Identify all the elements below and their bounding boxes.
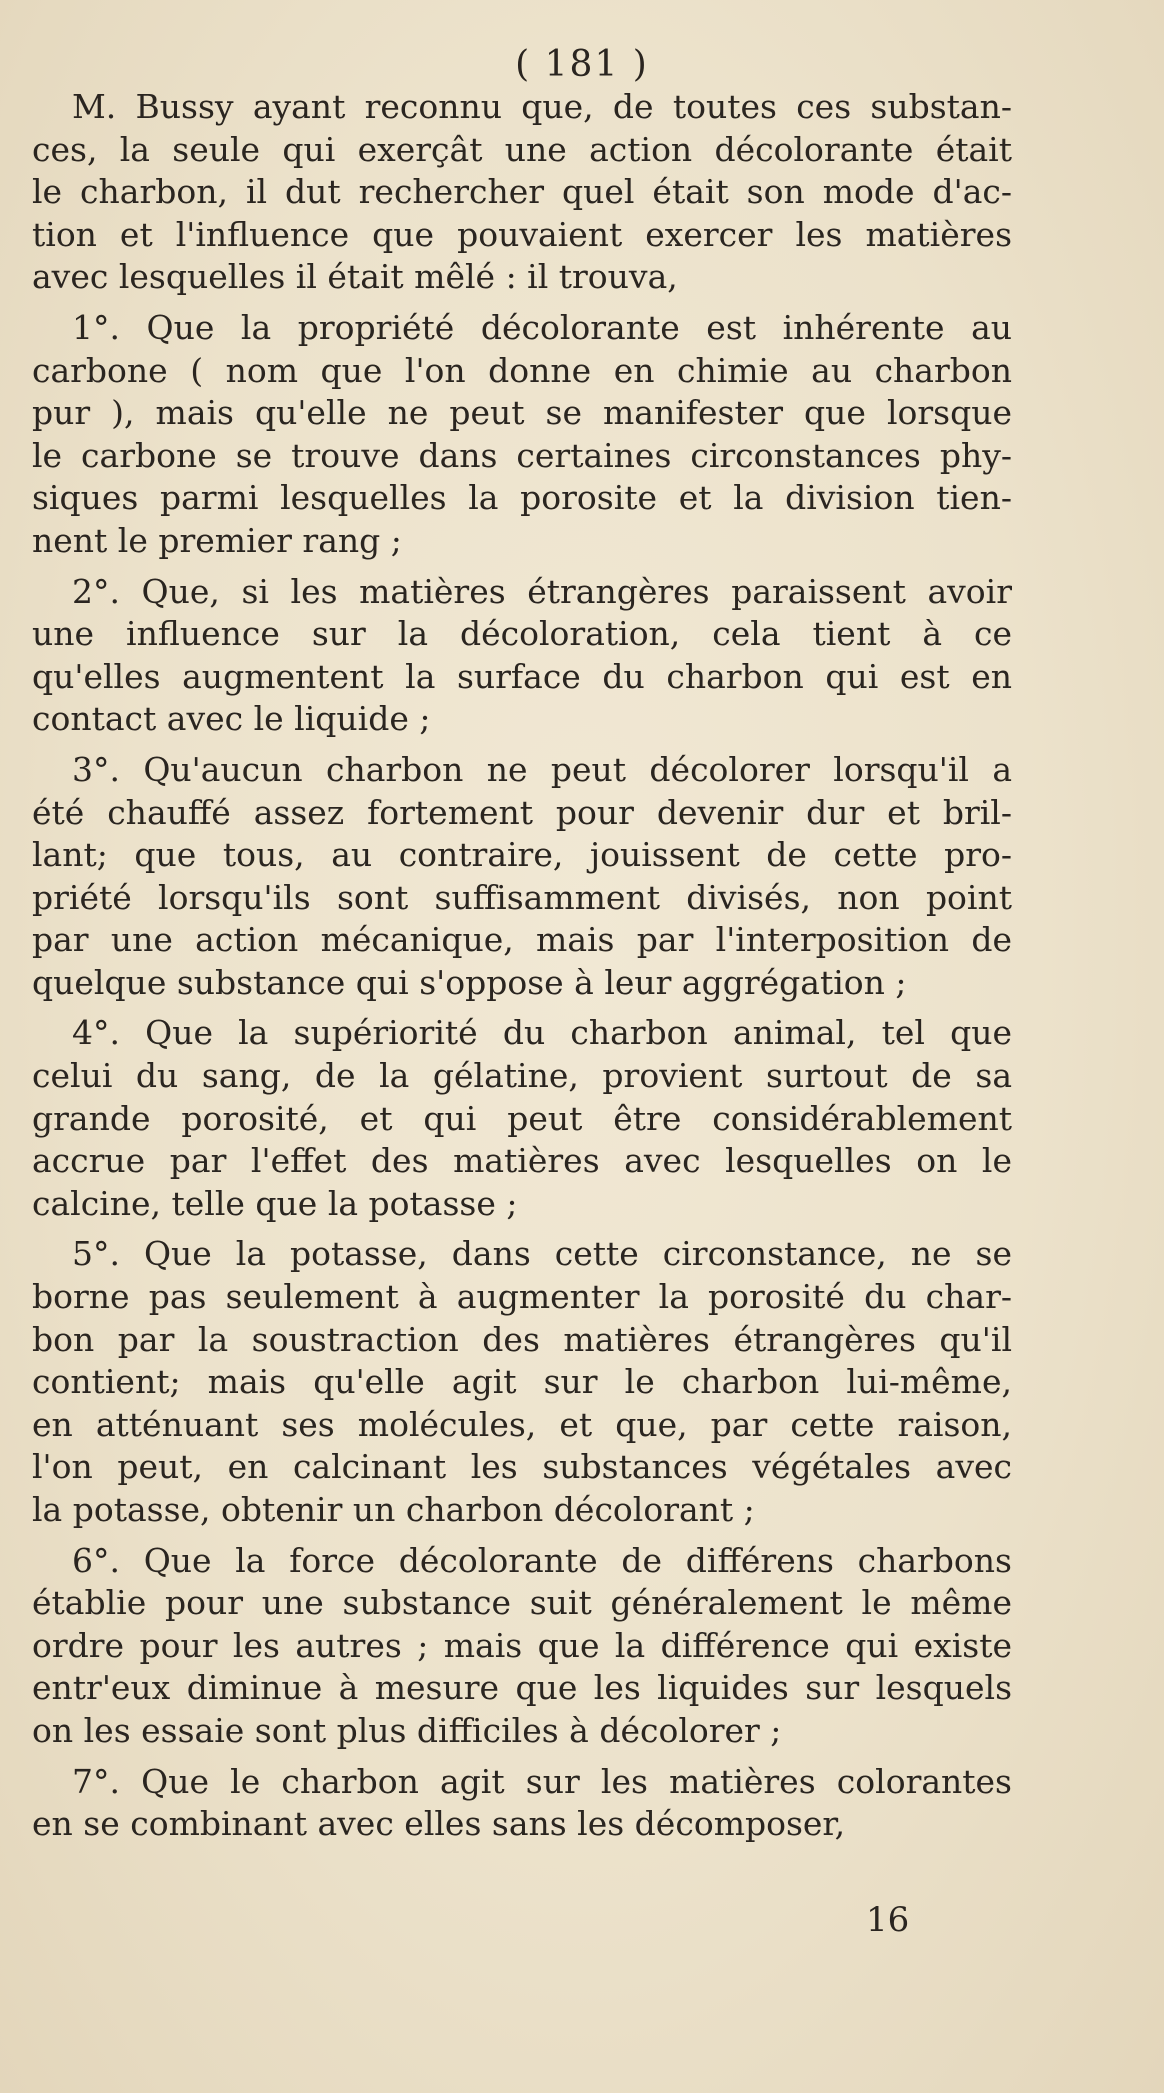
text-line: bon par la soustraction des matières étrangères qu'il: [32, 1319, 1012, 1359]
text-line: en se combinant avec elles sans les décomposer,: [32, 1804, 846, 1844]
text-line: 4°. Que la supériorité du charbon animal, tel que: [72, 1013, 1012, 1053]
text-line: l'on peut, en calcinant les substances végétales avec: [32, 1447, 1012, 1487]
paragraph-1: [32, 86, 1012, 299]
paragraph-gap: [32, 563, 1012, 571]
paragraph-6: [32, 1233, 1012, 1531]
paragraph-3: [32, 571, 1012, 741]
text-line: 2°. Que, si les matières étrangères paraissent avoir: [72, 571, 1012, 611]
paragraph-7: [32, 1540, 1012, 1753]
signature-mark: 16: [866, 1900, 910, 1940]
paragraph-gap: [32, 1532, 1012, 1540]
paragraph-8: [32, 1761, 1012, 1846]
text-line: 7°. Que le charbon agit sur les matières colorantes: [72, 1761, 1012, 1801]
text-line: tion et l'influence que pouvaient exercer les matières: [32, 214, 1012, 254]
text-line: été chauffé assez fortement pour devenir dur et bril-: [32, 792, 1012, 832]
text-line: entr'eux diminue à mesure que les liquides sur lesquels: [32, 1668, 1012, 1708]
paragraph-gap: [32, 1225, 1012, 1233]
text-line: 3°. Qu'aucun charbon ne peut décolorer lorsqu'il a: [72, 749, 1012, 789]
text-line: avec lesquelles il était mêlé : il trouva,: [32, 257, 678, 297]
text-line: qu'elles augmentent la surface du charbon qui est en: [32, 656, 1012, 696]
text-line: le charbon, il dut rechercher quel était son mode d'ac-: [32, 172, 1012, 212]
body-text: [32, 86, 1012, 1846]
paragraph-gap: [32, 299, 1012, 307]
text-line: établie pour une substance suit généralement le même: [32, 1583, 1012, 1623]
text-line: grande porosité, et qui peut être considérablement: [32, 1098, 1012, 1138]
text-line: carbone ( nom que l'on donne en chimie au charbon: [32, 350, 1012, 390]
text-line: la potasse, obtenir un charbon décolorant ;: [32, 1490, 755, 1529]
text-line: 6°. Que la force décolorante de différens charbons: [72, 1540, 1012, 1580]
text-line: M. Bussy ayant reconnu que, de toutes ces substan-: [72, 87, 1012, 126]
text-line: priété lorsqu'ils sont suffisamment divisés, non point: [32, 877, 1012, 917]
text-line: 5°. Que la potasse, dans cette circonstance, ne se: [72, 1234, 1012, 1274]
text-line: ordre pour les autres ; mais que la différence qui existe: [32, 1625, 1012, 1665]
text-line: contact avec le liquide ;: [32, 699, 431, 739]
text-line: en atténuant ses molécules, et que, par cette raison,: [32, 1404, 1012, 1444]
paragraph-gap: [32, 1753, 1012, 1761]
text-line: ces, la seule qui exerçât une action décolorante était: [32, 129, 1012, 169]
page-number: ( 181 ): [515, 44, 649, 85]
paragraph-gap: [32, 741, 1012, 749]
text-line: celui du sang, de la gélatine, provient surtout de sa: [32, 1056, 1012, 1096]
text-line: pur ), mais qu'elle ne peut se manifester que lorsque: [32, 393, 1012, 433]
text-line: 1°. Que la propriété décolorante est inhérente au: [72, 307, 1012, 347]
text-line: lant; que tous, au contraire, jouissent de cette pro-: [32, 835, 1012, 875]
text-line: borne pas seulement à augmenter la porosité du char-: [32, 1277, 1012, 1317]
text-line: une influence sur la décoloration, cela tient à ce: [32, 614, 1012, 654]
text-line: nent le premier rang ;: [32, 520, 402, 560]
paragraph-2: [32, 307, 1012, 563]
paragraph-4: [32, 749, 1012, 1005]
text-line: quelque substance qui s'oppose à leur aggrégation ;: [32, 962, 907, 1002]
text-line: on les essaie sont plus difficiles à décolorer ;: [32, 1710, 782, 1750]
text-line: contient; mais qu'elle agit sur le charbon lui-même,: [32, 1362, 1012, 1402]
text-line: accrue par l'effet des matières avec lesquelles on le: [32, 1141, 1012, 1181]
text-line: le carbone se trouve dans certaines circonstances phy-: [32, 435, 1012, 475]
text-line: par une action mécanique, mais par l'interposition de: [32, 920, 1012, 960]
text-line: siques parmi lesquelles la porosite et la division tien-: [32, 478, 1012, 518]
paragraph-gap: [32, 1004, 1012, 1012]
text-line: calcine, telle que la potasse ;: [32, 1183, 518, 1223]
paragraph-5: [32, 1012, 1012, 1225]
